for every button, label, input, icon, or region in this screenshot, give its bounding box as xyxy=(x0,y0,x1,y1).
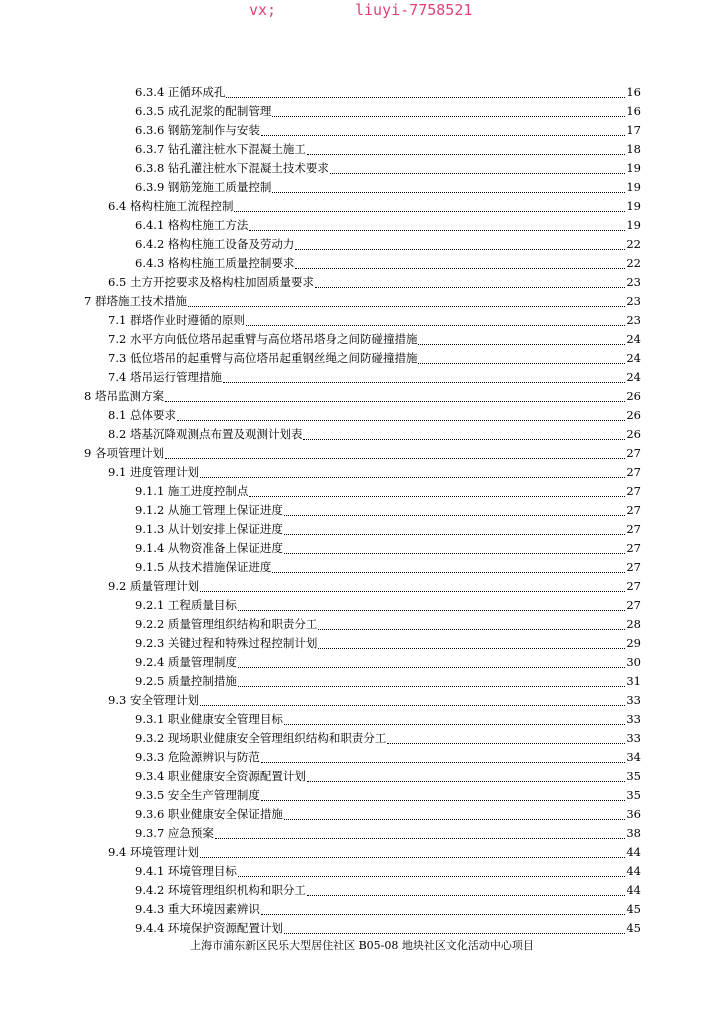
toc-entry-label: 9.1.5 从技术措施保证进度 xyxy=(135,560,272,574)
toc-dot-leader xyxy=(200,857,625,858)
toc-entry-label: 6.4.1 格构柱施工方法 xyxy=(135,218,249,232)
toc-entry[interactable] xyxy=(135,806,641,825)
toc-dot-leader xyxy=(238,610,625,611)
toc-entry-label: 6.4 格构柱施工流程控制 xyxy=(108,199,234,213)
toc-entry[interactable] xyxy=(108,198,641,217)
toc-dot-leader xyxy=(261,914,625,915)
toc-entry-page: 36 xyxy=(626,807,641,821)
toc-entry-page: 23 xyxy=(626,275,641,289)
toc-entry-label: 7.2 水平方向低位塔吊起重臂与高位塔吊塔身之间防碰撞措施 xyxy=(108,332,418,346)
toc-entry[interactable] xyxy=(135,122,641,141)
toc-entry-label: 9.3 安全管理计划 xyxy=(108,693,199,707)
toc-entry-label: 9.3.2 现场职业健康安全管理组织结构和职责分工 xyxy=(135,731,387,745)
toc-entry-page: 26 xyxy=(626,389,641,403)
toc-dot-leader xyxy=(330,173,625,174)
toc-entry-page: 19 xyxy=(626,180,641,194)
toc-entry-label: 6.3.7 钻孔灌注桩水下混凝土施工 xyxy=(135,142,306,156)
toc-entry[interactable] xyxy=(135,103,641,122)
toc-entry-page: 27 xyxy=(626,446,641,460)
toc-entry[interactable] xyxy=(135,540,641,559)
toc-dot-leader xyxy=(238,667,625,668)
toc-dot-leader xyxy=(261,135,625,136)
toc-dot-leader xyxy=(177,420,625,421)
toc-entry-label: 7.4 塔吊运行管理措施 xyxy=(108,370,222,384)
toc-dot-leader xyxy=(307,781,625,782)
toc-entry-page: 27 xyxy=(626,579,641,593)
toc-entry-page: 18 xyxy=(626,142,641,156)
toc-entry-page: 27 xyxy=(626,598,641,612)
toc-entry-label: 9.3.6 职业健康安全保证措施 xyxy=(135,807,283,821)
toc-entry-label: 9.3.4 职业健康安全资源配置计划 xyxy=(135,769,306,783)
toc-entry-page: 27 xyxy=(626,541,641,555)
toc-entry[interactable] xyxy=(135,502,641,521)
toc-entry-page: 16 xyxy=(626,85,641,99)
toc-dot-leader xyxy=(238,876,625,877)
toc-entry-label: 6.3.8 钻孔灌注桩水下混凝土技术要求 xyxy=(135,161,329,175)
toc-entry-label: 6.3.4 正循环成孔 xyxy=(135,85,226,99)
toc-entry-page: 33 xyxy=(626,693,641,707)
toc-entry-label: 7 群塔施工技术措施 xyxy=(84,294,187,308)
toc-dot-leader xyxy=(272,116,625,117)
toc-entry[interactable] xyxy=(135,255,641,274)
toc-entry-label: 6.4.2 格构柱施工设备及劳动力 xyxy=(135,237,295,251)
toc-entry-page: 44 xyxy=(626,883,641,897)
toc-entry-label: 6.5 土方开挖要求及格构柱加固质量要求 xyxy=(108,275,314,289)
toc-dot-leader xyxy=(318,629,625,630)
toc-entry-page: 27 xyxy=(626,522,641,536)
toc-entry-label: 9.2.3 关键过程和特殊过程控制计划 xyxy=(135,636,318,650)
toc-entry[interactable] xyxy=(108,844,641,863)
toc-entry-page: 24 xyxy=(626,370,641,384)
toc-entry-page: 45 xyxy=(626,902,641,916)
toc-entry[interactable] xyxy=(135,730,641,749)
toc-dot-leader xyxy=(200,591,625,592)
toc-dot-leader xyxy=(284,515,625,516)
toc-entry-page: 23 xyxy=(626,313,641,327)
toc-dot-leader xyxy=(165,401,625,402)
toc-entry-page: 45 xyxy=(626,921,641,935)
toc-entry-page: 23 xyxy=(626,294,641,308)
toc-dot-leader xyxy=(318,648,625,649)
toc-entry-page: 44 xyxy=(626,845,641,859)
toc-entry-label: 9.1.2 从施工管理上保证进度 xyxy=(135,503,283,517)
toc-entry-page: 27 xyxy=(626,465,641,479)
watermark xyxy=(0,1,724,21)
toc-dot-leader xyxy=(272,192,625,193)
toc-entry-page: 34 xyxy=(626,750,641,764)
toc-dot-leader xyxy=(284,724,625,725)
toc-entry-label: 7.1 群塔作业时遵循的原则 xyxy=(108,313,245,327)
toc-entry[interactable] xyxy=(135,521,641,540)
page-footer: 上海市浦东新区民乐大型居住社区 B05-08 地块社区文化活动中心项目 xyxy=(190,939,534,952)
toc-entry-page: 22 xyxy=(626,237,641,251)
toc-dot-leader xyxy=(261,800,625,801)
toc-entry-page: 22 xyxy=(626,256,641,270)
toc-entry-label: 9.4.3 重大环境因素辨识 xyxy=(135,902,260,916)
toc-entry-page: 26 xyxy=(626,408,641,422)
toc-entry[interactable] xyxy=(84,293,641,312)
watermark-right: liuyi-7758521 xyxy=(355,1,473,19)
toc-dot-leader xyxy=(303,439,625,440)
toc-entry-label: 9.1.1 施工进度控制点 xyxy=(135,484,249,498)
toc-dot-leader xyxy=(238,686,625,687)
toc-entry-label: 6.3.9 钢筋笼施工质量控制 xyxy=(135,180,272,194)
toc-entry-page: 24 xyxy=(626,332,641,346)
toc-dot-leader xyxy=(295,268,625,269)
toc-dot-leader xyxy=(223,382,625,383)
toc-dot-leader xyxy=(295,249,625,250)
toc-entry[interactable] xyxy=(135,654,641,673)
toc-entry-page: 33 xyxy=(626,712,641,726)
toc-entry[interactable] xyxy=(135,882,641,901)
toc-entry-label: 9.4 环境管理计划 xyxy=(108,845,199,859)
toc-dot-leader xyxy=(307,154,625,155)
toc-entry-page: 19 xyxy=(626,199,641,213)
toc-entry-label: 9.3.7 应急预案 xyxy=(135,826,214,840)
toc-dot-leader xyxy=(418,344,625,345)
toc-entry[interactable] xyxy=(108,407,641,426)
toc-dot-leader xyxy=(249,230,625,231)
toc-entry-label: 6.3.5 成孔泥浆的配制管理 xyxy=(135,104,272,118)
toc-dot-leader xyxy=(215,838,625,839)
toc-entry[interactable] xyxy=(135,179,641,198)
toc-entry[interactable] xyxy=(135,559,641,578)
toc-entry-page: 27 xyxy=(626,503,641,517)
toc-entry-label: 9.2 质量管理计划 xyxy=(108,579,199,593)
toc-entry-page: 31 xyxy=(626,674,641,688)
toc-entry-label: 9 各项管理计划 xyxy=(84,446,164,460)
toc-dot-leader xyxy=(226,97,625,98)
toc-dot-leader xyxy=(200,477,625,478)
toc-entry-page: 28 xyxy=(626,617,641,631)
toc-entry[interactable] xyxy=(135,217,641,236)
toc-entry-label: 9.3.1 职业健康安全管理目标 xyxy=(135,712,283,726)
toc-dot-leader xyxy=(284,819,625,820)
toc-entry-label: 9.2.1 工程质量目标 xyxy=(135,598,237,612)
toc-dot-leader xyxy=(307,895,625,896)
toc-entry-page: 27 xyxy=(626,560,641,574)
toc-entry-label: 9.4.1 环境管理目标 xyxy=(135,864,237,878)
toc-dot-leader xyxy=(284,933,625,934)
toc-entry[interactable] xyxy=(108,312,641,331)
toc-dot-leader xyxy=(284,553,625,554)
toc-entry[interactable] xyxy=(108,426,641,445)
toc-entry-label: 9.2.5 质量控制措施 xyxy=(135,674,237,688)
toc-entry-page: 19 xyxy=(626,218,641,232)
toc-entry[interactable] xyxy=(135,236,641,255)
toc-entry-label: 8 塔吊监测方案 xyxy=(84,389,164,403)
toc-entry-label: 9.2.4 质量管理制度 xyxy=(135,655,237,669)
toc-entry-label: 6.3.6 钢筋笼制作与安装 xyxy=(135,123,260,137)
toc-entry-page: 30 xyxy=(626,655,641,669)
toc-entry-page: 26 xyxy=(626,427,641,441)
toc-entry-label: 9.1.4 从物资准备上保证进度 xyxy=(135,541,283,555)
toc-entry-label: 7.3 低位塔吊的起重臂与高位塔吊起重钢丝绳之间防碰撞措施 xyxy=(108,351,418,365)
toc-entry[interactable] xyxy=(108,369,641,388)
toc-entry-page: 33 xyxy=(626,731,641,745)
toc-entry-label: 8.1 总体要求 xyxy=(108,408,176,422)
toc-entry[interactable] xyxy=(135,863,641,882)
toc-dot-leader xyxy=(272,572,625,573)
toc-dot-leader xyxy=(315,287,625,288)
toc-entry-label: 9.3.3 危险源辨识与防范 xyxy=(135,750,260,764)
toc-entry-page: 24 xyxy=(626,351,641,365)
toc-entry[interactable] xyxy=(108,578,641,597)
toc-entry[interactable] xyxy=(135,597,641,616)
toc-entry-page: 29 xyxy=(626,636,641,650)
toc-entry-label: 9.1 进度管理计划 xyxy=(108,465,199,479)
toc-entry[interactable] xyxy=(135,768,641,787)
toc-entry[interactable] xyxy=(108,350,641,369)
toc-entry[interactable] xyxy=(108,274,641,293)
toc-entry-page: 16 xyxy=(626,104,641,118)
toc-entry[interactable] xyxy=(135,483,641,502)
toc-dot-leader xyxy=(246,325,625,326)
toc-entry[interactable] xyxy=(108,331,641,350)
toc-entry[interactable] xyxy=(135,616,641,635)
toc-entry[interactable] xyxy=(108,464,641,483)
toc-dot-leader xyxy=(261,762,625,763)
toc-dot-leader xyxy=(418,363,625,364)
toc-entry[interactable] xyxy=(135,84,641,103)
toc-entry-page: 17 xyxy=(626,123,641,137)
toc-dot-leader xyxy=(200,705,625,706)
toc-entry-label: 6.4.3 格构柱施工质量控制要求 xyxy=(135,256,295,270)
toc-dot-leader xyxy=(234,211,625,212)
toc-entry[interactable] xyxy=(135,711,641,730)
toc-entry[interactable] xyxy=(135,673,641,692)
toc-entry-page: 44 xyxy=(626,864,641,878)
toc-entry-label: 8.2 塔基沉降观测点布置及观测计划表 xyxy=(108,427,303,441)
watermark-left: vx; xyxy=(249,1,277,19)
toc-entry[interactable] xyxy=(135,160,641,179)
toc-entry-label: 9.3.5 安全生产管理制度 xyxy=(135,788,260,802)
toc-entry[interactable] xyxy=(84,445,641,464)
toc-entry[interactable] xyxy=(108,692,641,711)
toc-entry[interactable] xyxy=(135,825,641,844)
toc-dot-leader xyxy=(249,496,625,497)
toc-entry-label: 9.2.2 质量管理组织结构和职责分工 xyxy=(135,617,318,631)
toc-entry-label: 9.4.2 环境管理组织机构和职分工 xyxy=(135,883,306,897)
toc-dot-leader xyxy=(165,458,625,459)
toc-entry[interactable] xyxy=(84,388,641,407)
toc-entry-label: 9.1.3 从计划安排上保证进度 xyxy=(135,522,283,536)
toc-entry-label: 9.4.4 环境保护资源配置计划 xyxy=(135,921,283,935)
toc-entry[interactable] xyxy=(135,635,641,654)
toc-entry[interactable] xyxy=(135,901,641,920)
toc-entry-page: 35 xyxy=(626,788,641,802)
toc-entry-page: 35 xyxy=(626,769,641,783)
toc-entry[interactable] xyxy=(135,787,641,806)
toc-dot-leader xyxy=(387,743,625,744)
toc-entry-page: 19 xyxy=(626,161,641,175)
toc-dot-leader xyxy=(188,306,625,307)
toc-entry-page: 38 xyxy=(626,826,641,840)
toc-entry[interactable] xyxy=(135,749,641,768)
toc-entry-page: 27 xyxy=(626,484,641,498)
toc-entry[interactable] xyxy=(135,141,641,160)
toc-dot-leader xyxy=(284,534,625,535)
